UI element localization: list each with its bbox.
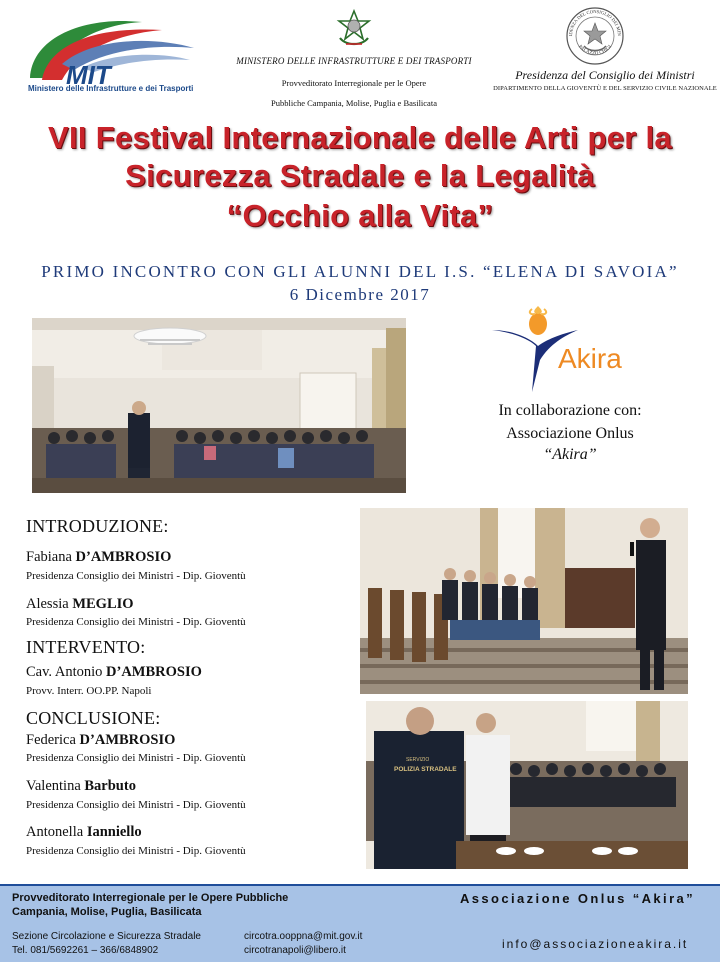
provveditorato-line-2: Pubbliche Campania, Molise, Puglia e Basilicata <box>271 98 437 108</box>
speaker-name: Valentina Barbuto <box>26 778 136 794</box>
footer-section: Sezione Circolazione e Sicurezza Stradale <box>12 931 201 942</box>
seal-text-bottom: PALAZZO CHIGI <box>577 44 613 57</box>
speaker-name: Cav. Antonio D’AMBROSIO <box>26 664 202 680</box>
collaboration-line-3: “Akira” <box>543 446 597 463</box>
italian-emblem-icon <box>336 8 372 48</box>
vest-text-2: POLIZIA STRADALE <box>394 766 457 773</box>
speaker-photo <box>360 508 688 694</box>
collaboration-line-1: In collaborazione con: <box>498 402 642 419</box>
event-subtitle: PRIMO INCONTRO CON GLI ALUNNI DEL I.S. “ELENA DI SAVOIA” <box>41 262 679 281</box>
seal-text-top: IDENZA DEL CONSIGLIO DEI MIN <box>567 8 623 37</box>
speaker-role: Provv. Interr. OO.PP. Napoli <box>26 685 152 697</box>
ministry-line: MINISTERO DELLE INFRASTRUTTURE E DEI TRASPORTI <box>236 56 472 66</box>
palazzo-chigi-seal-icon <box>556 6 634 66</box>
speaker-name: Alessia MEGLIO <box>26 596 134 612</box>
mit-subtitle: Ministero delle Infrastrutture e dei Trasporti <box>28 84 194 93</box>
conclusione-heading: CONCLUSIONE: <box>26 708 161 728</box>
police-photo <box>366 701 688 869</box>
collaboration-line-2: Associazione Onlus <box>506 425 634 442</box>
footer-org-line-1: Provveditorato Interregionale per le Opere Pubbliche <box>12 892 289 904</box>
speaker-role: Presidenza Consiglio dei Ministri - Dip. Gioventù <box>26 752 246 764</box>
speaker-role: Presidenza Consiglio dei Ministri - Dip. Gioventù <box>26 570 246 582</box>
auditorium-photo <box>32 318 406 493</box>
vest-text-1: SERVIZIO <box>406 757 430 763</box>
event-date: 6 Dicembre 2017 <box>289 285 431 304</box>
speaker-role: Presidenza Consiglio dei Ministri - Dip. Gioventù <box>26 799 246 811</box>
akira-logo-text: Akira <box>558 343 622 374</box>
footer-akira-name: Associazione Onlus “Akira” <box>460 891 696 906</box>
intervento-heading: INTERVENTO: <box>26 637 146 657</box>
dipartimento-line: DIPARTIMENTO DELLA GIOVENTÙ E DEL SERVIZIO CIVILE NAZIONALE <box>493 85 717 92</box>
mit-logo-text: MIT <box>66 60 111 90</box>
akira-logo <box>488 300 638 400</box>
festival-title-line-1: VII Festival Internazionale delle Arti per la <box>48 120 672 155</box>
footer-org-line-2: Campania, Molise, Puglia, Basilicata <box>12 906 202 918</box>
presidenza-line: Presidenza del Consiglio dei Ministri <box>515 68 695 82</box>
speaker-role: Presidenza Consiglio dei Ministri - Dip. Gioventù <box>26 616 246 628</box>
festival-title-line-3: “Occhio alla Vita” <box>226 198 494 233</box>
footer-email-1[interactable]: circotra.ooppna@mit.gov.it <box>244 931 363 942</box>
festival-title-line-2: Sicurezza Stradale e la Legalità <box>125 158 595 193</box>
footer-akira-email[interactable]: info@associazioneakira.it <box>502 937 689 951</box>
introduzione-heading: INTRODUZIONE: <box>26 516 169 536</box>
footer-email-2[interactable]: circotranapoli@libero.it <box>244 945 346 956</box>
provveditorato-line-1: Provveditorato Interregionale per le Opere <box>281 78 427 88</box>
speaker-name: Fabiana D’AMBROSIO <box>26 549 172 565</box>
footer-phone: Tel. 081/5692261 – 366/6848902 <box>12 945 159 956</box>
speaker-name: Antonella Ianniello <box>26 824 142 840</box>
speaker-role: Presidenza Consiglio dei Ministri - Dip. Gioventù <box>26 845 246 857</box>
speaker-name: Federica D’AMBROSIO <box>26 732 176 748</box>
